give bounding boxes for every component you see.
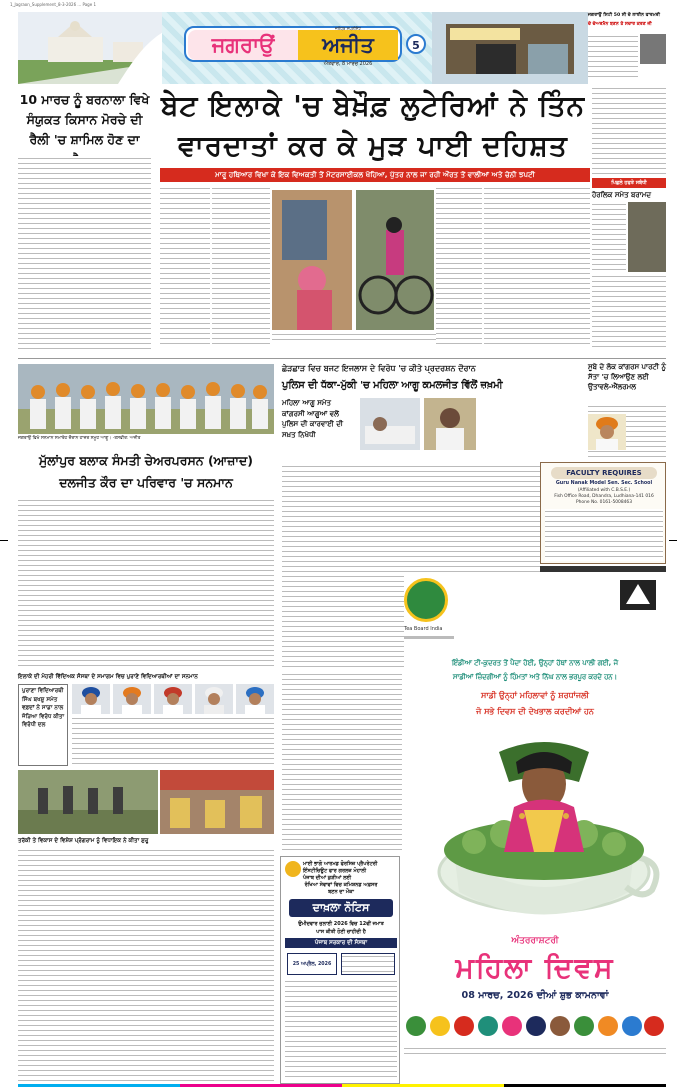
faculty-ad-affiliation: (Affiliated with C.B.S.E.) (577, 488, 631, 493)
tea-board-ad (404, 576, 666, 1086)
masthead-center (162, 12, 432, 84)
admission-website-lines (342, 954, 394, 974)
lead-subhead: ਮਾਰੂ ਹਥਿਆਰ ਵਿਖਾ ਕੇ ਇਕ ਵਿਅਕਤੀ ਤੋਂ ਮੋਟਰਸਾਈਕਲ ਖੋਹਿਆ, ਪੁੱਤਰ ਨਾਲ ਜਾ ਰਹੀ ਔਰਤ ਤੋਂ ਵਾਲੀਆਂ ਅਤੇ ਚੇਨੀ ਝਪਟੀ (160, 168, 590, 182)
top-right-ad-portrait (640, 34, 666, 64)
right-column (592, 86, 666, 350)
tea-ad-fineprint (404, 1046, 666, 1054)
right-column-red-label: ਪਿਛਲੇ ਹਫਤੇ ਸਬੰਧੀ (592, 178, 666, 188)
page-number-badge: 5 (406, 34, 426, 54)
lead-photo-caption-lines (272, 332, 436, 344)
mid-left-group-photo (18, 364, 274, 434)
tea-board-url (404, 634, 474, 640)
lower-left-body (72, 716, 274, 768)
lead-photo-caption (272, 332, 436, 346)
mid-center-headline-line1: ਛੇੜਛਾੜ ਵਿਚ ਬਜਟ ਇਜਲਾਸ ਦੇ ਵਿਰੋਧ 'ਚ ਕੀਤੇ ਪ੍ਰਦਰਸ਼ਨ ਦੌਰਾਨ (282, 364, 476, 373)
tea-ad-line2: ਸਾਡੀਆਂ ਜ਼ਿੰਦਗੀਆਂ ਨੂੰ ਹਿੰਮਤਾਂ ਅਤੇ ਨਿੱਘ ਨਾਲ ਭਰਪੂਰ ਕਰਦੇ ਹਨ। (452, 673, 618, 681)
mid-left-body (18, 498, 274, 668)
lower-left-photo-2 (160, 770, 274, 834)
lower-center-body (282, 672, 402, 852)
lead-photo-2-image (356, 190, 434, 330)
masthead-title-left: ਜਗਰਾਉਂ (188, 30, 298, 60)
left-top-body (18, 156, 151, 352)
tea-ad-title: ਮਹਿਲਾ ਦਿਵਸ (455, 951, 615, 984)
tea-picker-illustration (404, 722, 666, 928)
tea-board-url-line (404, 636, 454, 639)
lower-left-portraits (72, 684, 274, 714)
faculty-ad-address: Fish Office Road, Dhandra, Ludhiana-141 016 (554, 494, 654, 499)
admission-inst-line5: ਬਣਨ ਦਾ ਮੌਕਾ (328, 889, 354, 895)
tea-ad-line1: ਇੰਡੀਆ ਟੀ-ਕੁਦਰਤ ਤੋਂ ਪੈਦਾ ਹੋਈ, ਉਨ੍ਹਾਂ ਹੱਥਾਂ ਨਾਲ ਪਾਲੀ ਗਈ, ਜੋ (451, 659, 619, 667)
lead-body-col2 (212, 186, 270, 346)
left-top-headline: 10 ਮਾਰਚ ਨੂੰ ਬਰਨਾਲਾ ਵਿਖੇ ਸੰਯੁਕਤ ਕਿਸਾਨ ਮੋਰਚੇ ਦੀ ਰੈਲੀ 'ਚ ਸ਼ਾਮਿਲ ਹੋਣ ਦਾ (19, 92, 150, 147)
gov-emblem-icon (614, 578, 662, 614)
admission-date-box: 25 ਅਪ੍ਰੈਲ, 2026 (287, 953, 337, 975)
plantation-photo (18, 770, 158, 834)
mid-left-headline-line1: ਮੁੱਲਾਂਪੁਰ ਬਲਾਕ ਸੰਮਤੀ ਚੇਅਰਪਰਸਨ (ਆਜ਼ਾਦ) (39, 453, 253, 468)
masthead-tagline: ਜਲੰਧਰ ਸਪਲੀਮੈਂਟ (335, 26, 361, 31)
lower-left-headline: ਇਲਾਕੇ ਦੀ ਮੋਹਰੀ ਵਿੱਦਿਅਕ ਸੰਸਥਾ ਦੇ ਸਮਾਗਮ ਵਿਚ ਪੁਰਾਣੇ ਵਿਦਿਆਰਥੀਆਂ ਦਾ ਸਨਮਾਨ (18, 674, 198, 680)
top-right-ad-line2: ਦੇ ਚੇਅਰਮੈਨ ਬਣਨ ਤੇ ਸਦਾਰ ਕਰਣ ਜੀ (588, 22, 652, 27)
shop-photo (432, 12, 588, 84)
print-slug: 1_Jagraon_Supplement_8-3-2026 ... Page 1 (10, 2, 96, 7)
mid-center-intro: ਮਹਿਲਾ ਆਗੂ ਸਮੇਤ ਕਾਂਗਰਸੀ ਆਗੂਆਂ ਵਲੋਂ ਪੁਲਿਸ ਦੀ ਕਾਰਵਾਈ ਦੀ ਸਖ਼ਤ ਨਿਖੇਧੀ (282, 399, 343, 439)
section-rule-1 (18, 358, 666, 359)
mid-center-photo-1 (360, 398, 420, 450)
mid-right-headline: ਸੂਬੇ ਦੇ ਲੋਕ ਕਾਂਗਰਸ ਪਾਰਟੀ ਨੂੰ ਸੱਤਾ 'ਚ ਲਿਆਉਣ ਲਈ ਉਤਾਵਲੇ-ਐੱਲਰਮਲ (588, 363, 666, 391)
admission-ad-fineprint (285, 979, 397, 1081)
lead-headline-line2: ਵਾਰਦਾਤਾਂ ਕਰ ਕੇ ਮੁੜ ਪਾਈ ਦਹਿਸ਼ਤ (178, 129, 568, 162)
tea-board-logo-text: Tea Board India (404, 626, 443, 632)
tea-ad-line3: ਸਾਡੀ ਉਨ੍ਹਾਂ ਮਹਿਲਾਵਾਂ ਨੂੰ ਸ਼ਰਧਾਂਜਲੀ (481, 691, 589, 700)
faculty-ad-school: Guru Nanak Model Sen. Sec. School (555, 481, 653, 486)
top-right-ad (588, 14, 666, 82)
tea-ad-logo-strip (404, 1012, 666, 1040)
lead-body-col1 (160, 186, 210, 346)
admission-govt-banner: ਪੰਜਾਬ ਸਰਕਾਰ ਦੀ ਸੰਸਥਾ (285, 938, 397, 948)
admission-ad (280, 856, 400, 1084)
lead-body-col3 (436, 186, 482, 346)
lower-left-bottom-headline: ਤਰੱਕੀ ਤੇ ਵਿਕਾਸ ਦੇ ਵਿਸ਼ੇਸ਼ ਪ੍ਰੋਗਰਾਮ ਨੂੰ ਵਿਧਾਇਕ ਨੇ ਕੀਤਾ ਸ਼ੁਰੂ (18, 838, 149, 844)
right-column-body-2 (592, 274, 666, 350)
turbaned-man-photo (588, 414, 626, 450)
masthead-date: ਐਤਵਾਰ, 8 ਮਾਰਚ 2026 (323, 61, 373, 67)
right-column-briefs (592, 86, 666, 178)
lead-body-col4 (484, 186, 590, 346)
registration-mark-left (0, 540, 8, 541)
emblem-icon (285, 861, 301, 877)
lower-left-box (18, 684, 68, 766)
lower-left-box-text: ਪੁਰਾਣਾ ਵਿਦਿਆਰਥੀ ਸਿੰਘ ਬਖਸ਼ੂ ਸਮੇਤ ਵਫ਼ਦਾਂ ਨੇ ਸਾਡਾ ਨਾਲ ਜੋੜਿਆ ਵਿਰੋਧ ਕੀਤਾ ਵਿਰੋਧੀ ਦਲ (22, 688, 65, 728)
color-registration-bar (18, 1084, 666, 1087)
mid-center-headline-line2: ਪੁਲਿਸ ਦੀ ਧੱਕਾ-ਮੁੱਕੀ 'ਚ ਮਹਿਲਾ ਆਗੂ ਕਮਲਜੀਤ ਵਿੱਲੋਂ ਜ਼ਖ਼ਮੀ (282, 380, 503, 391)
faculty-ad-body (545, 509, 663, 561)
portrait-photo (424, 398, 476, 450)
admission-line1: ਉਮੀਦਵਾਰ ਜੁਲਾਈ 2026 ਵਿਚ 12ਵੀਂ ਜਮਾਤ (298, 921, 384, 927)
left-top-story (18, 88, 151, 354)
tea-ad-line4: ਜੋ ਸਭੇ ਦਿਵਸ ਦੀ ਦੇਖਭਾਲ ਕਰਦੀਆਂ ਹਨ (476, 707, 594, 716)
tea-ad-intl: ਅੰਤਰਰਾਸ਼ਟਰੀ (511, 936, 559, 946)
gurdwara-photo (18, 12, 163, 84)
admission-inst-line2: ਇੰਸਟੀਚਿਊਟ ਫਾਰ ਗਰਲਜ਼ ਮੋਹਾਲੀ (303, 868, 367, 874)
hospital-photo (360, 398, 420, 450)
mid-center-photo-2 (424, 398, 476, 450)
right-column-body-1 (592, 202, 626, 272)
lead-photo-1-image (272, 190, 352, 330)
faculty-ad-footer-bar (540, 566, 666, 572)
faculty-ad-phone: Phone No. 0161-5008463 (576, 500, 632, 505)
right-column-photo (628, 202, 666, 272)
top-right-ad-body (588, 34, 638, 80)
masthead-left-photo (18, 12, 163, 84)
admission-line2: ਪਾਸ ਕੀਤੀ ਹੋਣੀ ਚਾਹੀਦੀ ਹੈ (316, 929, 366, 935)
top-right-ad-line1: ਜਗਰਾਉਂ ਸਿਟੀ 50 ਸੀ ਦੇ ਲਾਈਨ ਫਾਰਮਰੀ (588, 13, 660, 18)
admission-inst-line3: ਪੰਜਾਬ ਦੀਆਂ ਕੁੜੀਆਂ ਲਈ (303, 875, 352, 881)
group-photo-image (18, 364, 274, 434)
lower-left-photo-1 (18, 770, 158, 834)
lead-photo-1 (272, 190, 352, 330)
mid-left-caption: ਜਗਰਾਉਂ ਵਿਖੇ ਸਨਮਾਨ ਸਮਾਰੋਹ ਦੌਰਾਨ ਹਾਜ਼ਰ ਸਮੂਹ ਆਗੂ। -ਤਸਵੀਰ: ਅਜੀਤ (18, 436, 141, 441)
masthead-right-photo (432, 12, 588, 84)
logo-strip-svg (404, 1012, 666, 1040)
mid-right-portrait (588, 414, 626, 450)
admission-website-box (341, 953, 395, 975)
mid-left-headline-line2: ਦਲਜੀਤ ਕੌਰ ਦਾ ਪਰਿਵਾਰ 'ਚ ਸਨਮਾਨ (59, 475, 233, 490)
admission-inst-line4: ਰੱਖਿਆ ਸੇਵਾਵਾਂ ਵਿਚ ਕਮਿਸ਼ਨਡ ਅਫ਼ਸਰ (304, 882, 378, 888)
market-photo (160, 770, 274, 834)
admission-notice-title: ਦਾਖ਼ਲਾ ਨੋਟਿਸ (289, 899, 393, 917)
lead-headline-line1: ਬੇਟ ਇਲਾਕੇ 'ਚ ਬੇਖ਼ੌਫ਼ ਲੁਟੇਰਿਆਂ ਨੇ ਤਿੰਨ (160, 89, 586, 122)
tea-cup-woman-svg (404, 722, 666, 928)
masthead-title-right: ਅਜੀਤ (298, 30, 398, 60)
lead-headline-box (155, 86, 591, 166)
tea-board-logo-icon (404, 578, 448, 622)
admission-inst-line1: ਮਾਈ ਭਾਗੋ ਆਰਮਡ ਫੋਰਸਿਜ਼ ਪ੍ਰੈਪਰੇਟਰੀ (303, 861, 378, 867)
faculty-ad-title: FACULTY REQUIRES (551, 467, 657, 479)
registration-mark-right (669, 540, 677, 541)
lead-photo-2 (356, 190, 434, 330)
lower-left-bottom-body (18, 848, 274, 1082)
portrait-row (72, 684, 274, 714)
right-column-byline: ਹੋਰਲਿਕ ਸਮੇਤ ਬਰਾਮਦ (592, 191, 651, 199)
gov-emblem-svg (614, 578, 662, 614)
tea-ad-greeting: 08 ਮਾਰਚ, 2026 ਦੀਆਂ ਸ਼ੁਭ ਕਾਮਨਾਵਾਂ (461, 990, 609, 1001)
faculty-ad (540, 462, 666, 564)
